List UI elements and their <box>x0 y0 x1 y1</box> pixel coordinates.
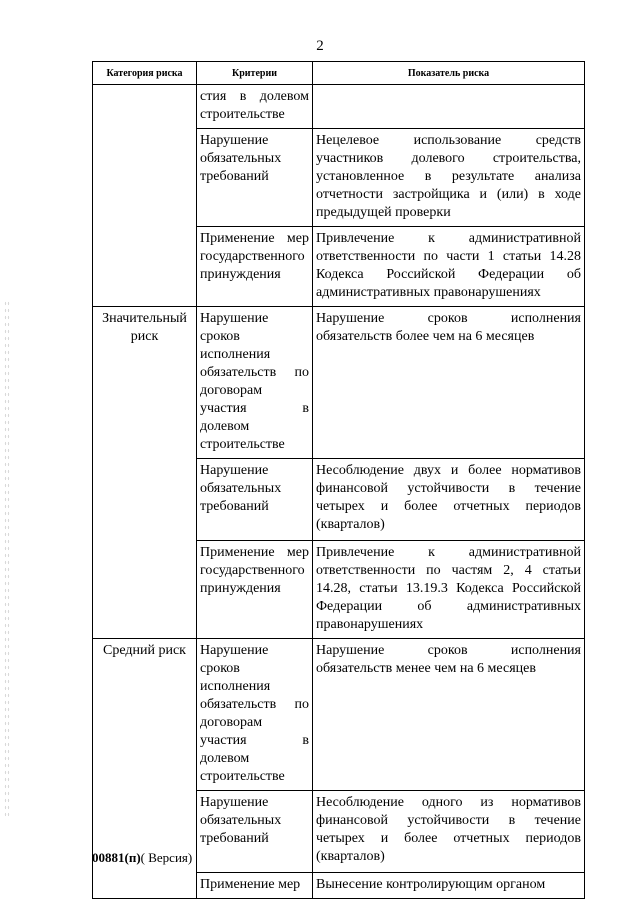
criterion-cell: Нарушение обязательных требований <box>197 459 313 541</box>
category-cell: Средний риск <box>93 639 197 899</box>
criterion-cell: Применение мер государственного принуждения <box>197 227 313 307</box>
indicator-cell: Нецелевое использование средств участников долевого строительства, установленное в результате анализа отчетности застройщика и (или) в ходе предыдущей проверки <box>313 129 585 227</box>
page-number: 2 <box>316 38 324 54</box>
document-version: ( Версия) <box>140 850 193 865</box>
scan-noise <box>4 300 10 820</box>
indicator-cell: Несоблюдение двух и более нормативов финансовой устойчивости в течение четырех и более отчетных периодов (кварталов) <box>313 459 585 541</box>
document-code: 00881(п) <box>92 850 141 865</box>
criterion-cell: Нарушение обязательных требований <box>197 129 313 227</box>
table-row <box>93 639 585 791</box>
indicator-cell <box>313 85 585 129</box>
indicator-cell: Несоблюдение одного из нормативов финансовой устойчивости в течение четырех и более отчетных периодов (кварталов) <box>313 791 585 873</box>
criterion-cell: стия в долевом строительстве <box>197 85 313 129</box>
criterion-cell: Нарушение обязательных требований <box>197 791 313 873</box>
criterion-cell: Применение мер <box>197 873 313 899</box>
indicator-cell: Вынесение контролирующим органом <box>313 873 585 899</box>
indicator-cell: Нарушение сроков исполнения обязательств менее чем на 6 месяцев <box>313 639 585 791</box>
document-footer <box>92 850 192 866</box>
header-criteria: Критерии <box>197 62 313 85</box>
risk-table <box>92 61 585 899</box>
indicator-cell: Привлечение к административной ответственности по частям 2, 4 статьи 14.28, статьи 13.19.3 Кодекса Российской Федерации об административных правонарушениях <box>313 541 585 639</box>
table-row <box>93 85 585 129</box>
header-category: Категория риска <box>93 62 197 85</box>
table-header-row <box>93 62 585 85</box>
criterion-cell: Нарушение сроков исполнения обязательств по договорам участия в долевом строительстве <box>197 307 313 459</box>
indicator-cell: Нарушение сроков исполнения обязательств более чем на 6 месяцев <box>313 307 585 459</box>
criterion-cell: Применение мер государственного принуждения <box>197 541 313 639</box>
category-cell <box>93 85 197 307</box>
criterion-cell: Нарушение сроков исполнения обязательств по договорам участия в долевом строительстве <box>197 639 313 791</box>
header-indicator: Показатель риска <box>313 62 585 85</box>
category-cell: Значительный риск <box>93 307 197 639</box>
indicator-cell: Привлечение к административной ответственности по части 1 статьи 14.28 Кодекса Российской Федерации об административных правонарушениях <box>313 227 585 307</box>
table-row <box>93 307 585 459</box>
